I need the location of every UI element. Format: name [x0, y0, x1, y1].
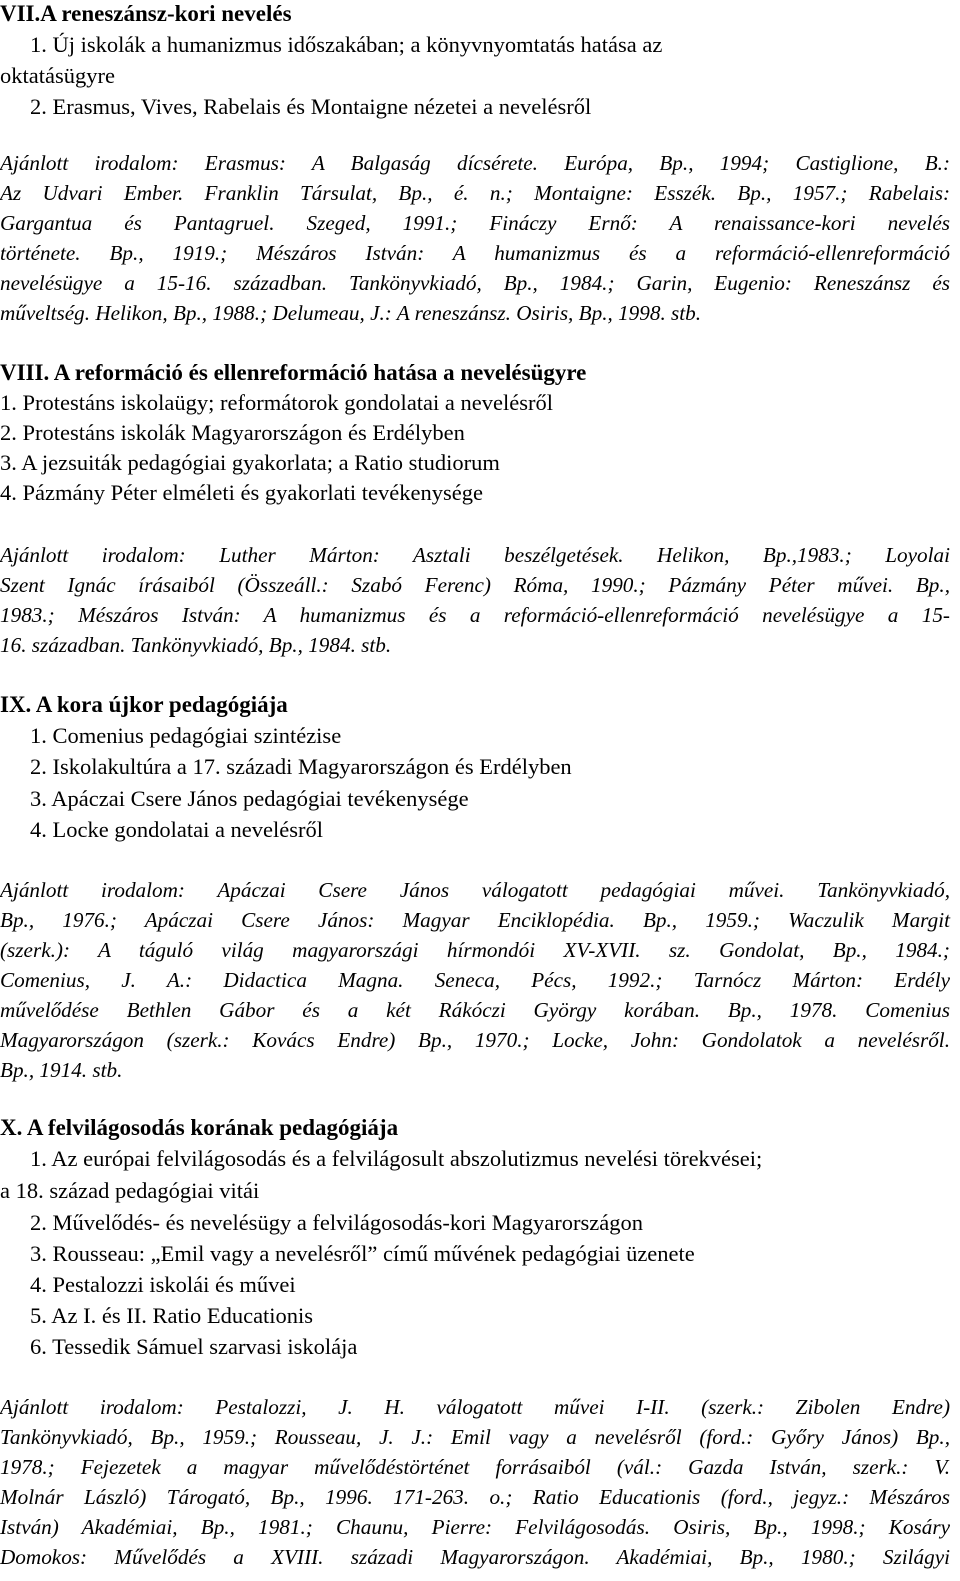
list-item-continuation: a 18. század pedagógiai vitái: [0, 1178, 260, 1203]
literature-line: Bp., 1976.; Apáczai Csere János: Magyar Enciklopédia. Bp., 1959.; Waczulik Margit: [0, 908, 950, 932]
list-item: 4. Locke gondolatai a nevelésről: [30, 817, 324, 842]
literature-line: műveltség. Helikon, Bp., 1988.; Delumeau, J.: A reneszánsz. Osiris, Bp., 1998. stb.: [0, 301, 702, 325]
list-item: 3. Apáczai Csere János pedagógiai tevékenysége: [30, 786, 469, 811]
literature-line: (szerk.): A táguló világ magyarországi hírmondói XV-XVII. sz. Gondolat, Bp., 1984.;: [0, 938, 950, 962]
section-heading-x: X. A felvilágosodás korának pedagógiája: [0, 1115, 399, 1140]
literature-line: Magyarországon (szerk.: Kovács Endre) Bp., 1970.; Locke, John: Gondolatok a nevelésről.: [0, 1028, 950, 1052]
list-item-continuation: oktatásügyre: [0, 63, 115, 88]
literature-line: 1978.; Fejezetek a magyar művelődéstörténet forrásaiból (vál.: Gazda István, szerk.: V.: [0, 1455, 950, 1479]
literature-line: 16. században. Tankönyvkiadó, Bp., 1984. stb.: [0, 633, 392, 657]
list-item: 5. Az I. és II. Ratio Educationis: [30, 1303, 314, 1328]
literature-line: nevelésügye a 15-16. században. Tankönyvkiadó, Bp., 1984.; Garin, Eugenio: Reneszánsz és: [0, 271, 950, 295]
list-item: 2. Protestáns iskolák Magyarországon és Erdélyben: [0, 420, 465, 445]
literature-line: Domokos: Művelődés a XVIII. századi Magyarországon. Akadémiai, Bp., 1980.; Szilágyi: [0, 1545, 950, 1569]
list-item: 1. Az európai felvilágosodás és a felvilágosult abszolutizmus nevelési törekvései;: [30, 1146, 763, 1171]
section-heading-vii: VII.A reneszánsz-kori nevelés: [0, 1, 292, 26]
literature-line: Szent Ignác írásaiból (Összeáll.: Szabó Ferenc) Róma, 1990.; Pázmány Péter művei. Bp.,: [0, 573, 950, 597]
section-heading-ix: IX. A kora újkor pedagógiája: [0, 692, 288, 717]
literature-line: Bp., 1914. stb.: [0, 1058, 123, 1082]
literature-line: Molnár László) Tárogató, Bp., 1996. 171-263. o.; Ratio Educationis (ford., jegyz.: Mészáros: [0, 1485, 950, 1509]
literature-line: Tankönyvkiadó, Bp., 1959.; Rousseau, J. J.: Emil vagy a nevelésről (ford.: Győry János) Bp.,: [0, 1425, 950, 1449]
list-item: 2. Iskolakultúra a 17. századi Magyarországon és Erdélyben: [30, 754, 572, 779]
literature-line: Ajánlott irodalom: Luther Márton: Asztali beszélgetések. Helikon, Bp.,1983.; Loyolai: [0, 543, 950, 567]
literature-line: 1983.; Mészáros István: A humanizmus és a reformáció-ellenreformáció nevelésügye a 15-: [0, 603, 950, 627]
literature-line: Comenius, J. A.: Didactica Magna. Seneca, Pécs, 1992.; Tarnócz Márton: Erdély: [0, 968, 950, 992]
list-item: 3. A jezsuiták pedagógiai gyakorlata; a Ratio studiorum: [0, 450, 500, 475]
literature-line: Gargantua és Pantagruel. Szeged, 1991.; Fináczy Ernő: A renaissance-kori nevelés: [0, 211, 950, 235]
list-item: 4. Pestalozzi iskolái és művei: [30, 1272, 296, 1297]
literature-line: Ajánlott irodalom: Erasmus: A Balgaság dícsérete. Európa, Bp., 1994; Castiglione, B.:: [0, 151, 950, 175]
list-item: 1. Új iskolák a humanizmus időszakában; a könyvnyomtatás hatása az: [30, 32, 663, 57]
literature-line: története. Bp., 1919.; Mészáros István: A humanizmus és a reformáció-ellenreformáció: [0, 241, 950, 265]
list-item: 2. Művelődés- és nevelésügy a felvilágosodás-kori Magyarországon: [30, 1210, 643, 1235]
literature-line: Ajánlott irodalom: Pestalozzi, J. H. válogatott művei I-II. (szerk.: Zibolen Endre): [0, 1395, 950, 1419]
literature-line: művelődése Bethlen Gábor és a két Rákóczi György korában. Bp., 1978. Comenius: [0, 998, 950, 1022]
list-item: 1. Protestáns iskolaügy; reformátorok gondolatai a nevelésről: [0, 390, 553, 415]
list-item: 3. Rousseau: „Emil vagy a nevelésről” című művének pedagógiai üzenete: [30, 1241, 695, 1266]
literature-line: István) Akadémiai, Bp., 1981.; Chaunu, Pierre: Felvilágosodás. Osiris, Bp., 1998.; Kosáry: [0, 1515, 950, 1539]
list-item: 6. Tessedik Sámuel szarvasi iskolája: [30, 1334, 358, 1359]
list-item: 1. Comenius pedagógiai szintézise: [30, 723, 342, 748]
section-heading-viii: VIII. A reformáció és ellenreformáció hatása a nevelésügyre: [0, 360, 587, 385]
literature-line: Az Udvari Ember. Franklin Társulat, Bp., é. n.; Montaigne: Esszék. Bp., 1957.; Rabelais:: [0, 181, 950, 205]
literature-line: Ajánlott irodalom: Apáczai Csere János válogatott pedagógiai művei. Tankönyvkiadó,: [0, 878, 950, 902]
list-item: 4. Pázmány Péter elméleti és gyakorlati tevékenysége: [0, 480, 483, 505]
list-item: 2. Erasmus, Vives, Rabelais és Montaigne nézetei a nevelésről: [30, 94, 592, 119]
